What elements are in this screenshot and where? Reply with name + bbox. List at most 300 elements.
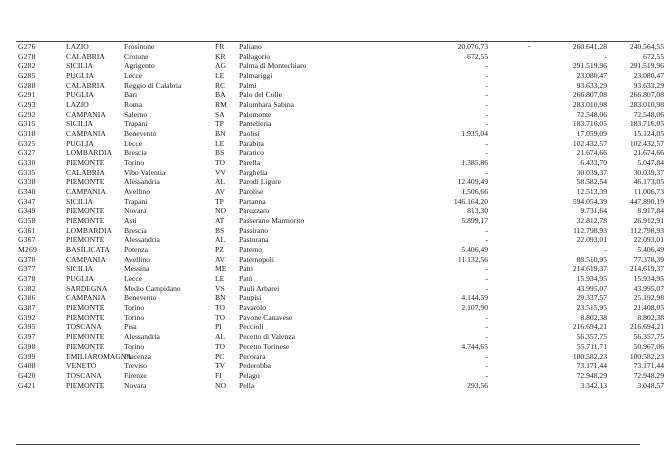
row-comune: Pelago xyxy=(239,370,260,380)
row-value-3: 672,55 xyxy=(643,51,664,61)
table-row xyxy=(16,61,664,71)
row-province: Torino xyxy=(124,341,145,351)
row-value-3: 112.798,93 xyxy=(630,225,664,235)
row-value-1: - xyxy=(485,361,488,371)
row-value-2: - xyxy=(604,245,607,255)
row-value-2: 29.337,57 xyxy=(576,293,607,303)
row-comune: Patti xyxy=(239,264,253,274)
row-comune: Pecetto Torinese xyxy=(239,341,290,351)
row-sigla: AV xyxy=(215,187,225,197)
row-code: G392 xyxy=(18,312,36,322)
row-province: Avellino xyxy=(124,254,151,264)
bottom-rule xyxy=(16,444,640,445)
row-value-3: 240.564,55 xyxy=(629,42,664,51)
row-value-1: - xyxy=(485,322,488,332)
row-value-1: - xyxy=(485,61,488,71)
row-code: G315 xyxy=(18,119,36,129)
row-sigla: AL xyxy=(215,177,226,187)
row-region: SICILIA xyxy=(66,264,93,274)
row-region: SICILIA xyxy=(66,196,93,206)
row-code: G408 xyxy=(18,361,36,371)
row-sigla: TO xyxy=(215,312,225,322)
row-province: Brescia xyxy=(124,225,147,235)
row-value-2: 43.995,07 xyxy=(576,283,607,293)
row-value-1: - xyxy=(485,109,488,119)
row-sigla: RC xyxy=(215,80,226,90)
row-comune: Partanna xyxy=(239,196,266,206)
table-row xyxy=(16,109,664,120)
row-sigla: ME xyxy=(215,264,227,274)
table-row xyxy=(16,90,664,100)
row-comune: Pecetto di Valenza xyxy=(239,332,295,342)
row-province: Lecce xyxy=(124,274,143,284)
row-province: Medio Campidano xyxy=(124,283,181,293)
row-value-3: 8.802,38 xyxy=(637,312,664,322)
row-sigla: VS xyxy=(215,283,225,293)
table-row xyxy=(16,322,664,332)
row-province: Torino xyxy=(124,312,145,322)
row-value-1: 2.107,90 xyxy=(461,303,488,313)
row-sigla: SA xyxy=(215,109,225,119)
table-row xyxy=(16,225,664,236)
row-sigla: TO xyxy=(215,341,225,351)
row-region: PIEMONTE xyxy=(66,177,105,187)
table-row xyxy=(16,351,664,362)
row-province: Potenza xyxy=(124,245,149,255)
row-province: Trapani xyxy=(124,119,148,129)
table-row xyxy=(16,42,664,52)
row-sigla: VV xyxy=(215,167,226,177)
row-value-3: 11.006,73 xyxy=(633,187,664,197)
row-comune: Pantelleria xyxy=(239,119,272,129)
row-value-3: 22.093,01 xyxy=(633,235,664,245)
row-value-1: - xyxy=(485,274,488,284)
row-region: CAMPANIA xyxy=(66,293,106,303)
row-sigla: PC xyxy=(215,351,225,361)
row-province: Torino xyxy=(124,158,145,168)
row-region: PIEMONTE xyxy=(66,312,105,322)
row-province: Novara xyxy=(124,380,147,390)
table-row xyxy=(16,187,664,197)
row-value-3: 50.967,06 xyxy=(633,341,664,351)
row-value-2: 93.633,29 xyxy=(576,80,607,90)
row-comune: Pecorara xyxy=(239,351,266,361)
row-sigla: PI xyxy=(215,322,222,332)
row-value-1: - xyxy=(485,332,488,342)
row-region: CAMPANIA xyxy=(66,187,106,197)
row-region: PIEMONTE xyxy=(66,341,105,351)
row-value-1: - xyxy=(485,80,488,90)
row-value-2: 6.433,70 xyxy=(580,158,607,168)
row-sigla: TV xyxy=(215,361,226,371)
row-code: G398 xyxy=(18,341,36,351)
table-row xyxy=(16,332,664,342)
row-value-1: - xyxy=(485,235,488,245)
row-comune: Pauli Arbarei xyxy=(239,283,280,293)
row-value-2: 72.548,06 xyxy=(576,109,607,119)
row-value-3: 183.716,05 xyxy=(629,119,664,129)
row-value-3: 266.807,08 xyxy=(629,90,664,100)
row-value-1: 1.935,04 xyxy=(461,129,488,139)
row-code: G340 xyxy=(18,187,36,197)
row-sigla: TO xyxy=(215,303,225,313)
table-row xyxy=(16,361,664,371)
row-region: PIEMONTE xyxy=(66,332,105,342)
row-value-1: - xyxy=(485,138,488,148)
table-row xyxy=(16,283,664,294)
row-province: Pisa xyxy=(124,322,137,332)
row-sigla: TO xyxy=(215,158,225,168)
row-value-2: 112.798,93 xyxy=(573,225,607,235)
row-comune: Passerano Marmorito xyxy=(239,216,305,226)
table-row xyxy=(16,119,664,129)
row-sigla: FR xyxy=(215,42,225,51)
row-region: LOMBARDIA xyxy=(66,225,112,235)
row-province: Benevento xyxy=(124,293,157,303)
row-value-3: 43.995,07 xyxy=(633,283,664,293)
row-code: G282 xyxy=(18,61,36,71)
row-sigla: BS xyxy=(215,225,225,235)
row-region: PIEMONTE xyxy=(66,216,105,226)
table-row xyxy=(16,293,664,303)
row-value-3: 291.519,96 xyxy=(629,61,664,71)
row-comune: Pallagorio xyxy=(239,51,271,61)
row-region: VENETO xyxy=(66,361,97,371)
row-value-1: - xyxy=(485,119,488,129)
row-value-3: 15.934,95 xyxy=(633,274,664,284)
row-value-3: 46.173,05 xyxy=(633,177,664,187)
row-province: Bari xyxy=(124,90,138,100)
row-code: G327 xyxy=(18,148,36,158)
row-sigla: AV xyxy=(215,254,225,264)
row-value-1: - xyxy=(485,264,488,274)
row-code: G387 xyxy=(18,303,36,313)
row-value-2: 183.716,05 xyxy=(572,119,607,129)
row-region: SICILIA xyxy=(66,119,93,129)
row-sigla: NO xyxy=(215,380,226,390)
row-value-3: 26.912,91 xyxy=(633,216,664,226)
row-province: Avellino xyxy=(124,187,151,197)
row-value-3: 3.048,57 xyxy=(637,380,664,390)
row-comune: Palombara Sabina xyxy=(239,100,295,110)
row-code: G291 xyxy=(18,90,36,100)
row-value-1: 4.744,65 xyxy=(461,341,488,351)
row-value-1: - xyxy=(485,71,488,81)
row-value-1: - xyxy=(485,225,488,235)
row-value-2: 55.711,71 xyxy=(576,341,607,351)
row-value-2: 73.171,44 xyxy=(576,361,607,371)
row-region: PIEMONTE xyxy=(66,303,105,313)
row-province: Asti xyxy=(124,216,137,226)
table-row xyxy=(16,138,664,149)
table-row xyxy=(16,129,664,139)
row-comune: Pavone Canavese xyxy=(239,312,293,322)
row-value-2: 21.674,66 xyxy=(576,148,607,158)
row-value-3: 72.948,29 xyxy=(633,370,664,380)
row-value-3: 23.080,47 xyxy=(633,71,664,81)
row-value-1: 672,55 xyxy=(467,51,488,61)
row-value-3: 21.674,66 xyxy=(633,148,664,158)
row-sigla: AG xyxy=(215,61,226,71)
row-value-2: 102.432,57 xyxy=(572,138,607,148)
table-row xyxy=(16,245,664,255)
row-region: PUGLIA xyxy=(66,274,94,284)
row-code: G386 xyxy=(18,293,36,303)
row-sigla: RM xyxy=(215,100,227,110)
row-sigla: AL xyxy=(215,235,226,245)
row-region: LOMBARDIA xyxy=(66,148,112,158)
row-value-2: 214.619,37 xyxy=(572,264,607,274)
row-region: CAMPANIA xyxy=(66,129,106,139)
row-region: CALABRIA xyxy=(66,167,105,177)
row-region: PIEMONTE xyxy=(66,380,105,390)
row-code: G397 xyxy=(18,332,36,342)
row-value-2: 12.513,39 xyxy=(576,187,607,197)
table-row xyxy=(16,148,664,158)
row-value-3: 93.633,29 xyxy=(633,80,664,90)
row-value-2: 8.802,38 xyxy=(580,312,607,322)
row-region: TOSCANA xyxy=(66,370,102,380)
row-province: Lecce xyxy=(124,71,143,81)
table-row xyxy=(16,216,664,226)
table-row xyxy=(16,80,664,91)
row-value-3: 216.694,21 xyxy=(629,322,664,332)
table-row xyxy=(16,264,664,274)
row-value-1: 20.076,73 xyxy=(457,42,488,51)
row-region: EMILIAROMAGNA xyxy=(66,351,132,361)
row-value-1: 11.132,56 xyxy=(457,254,488,264)
row-value-1: - xyxy=(485,167,488,177)
table-row xyxy=(16,312,664,323)
row-province: Brescia xyxy=(124,148,147,158)
row-value-1: 293,56 xyxy=(467,380,488,390)
row-region: PUGLIA xyxy=(66,138,94,148)
row-province: Treviso xyxy=(124,361,147,371)
row-region: CAMPANIA xyxy=(66,109,106,119)
row-code: G399 xyxy=(18,351,36,361)
row-value-3: 5.047,84 xyxy=(637,158,664,168)
row-value-3: 8.917,84 xyxy=(637,206,664,216)
row-region: CALABRIA xyxy=(66,51,105,61)
row-comune: Paupisi xyxy=(239,293,262,303)
row-value-3: 25.192,98 xyxy=(633,293,664,303)
row-value-2: 216.694,21 xyxy=(572,322,607,332)
row-value-1: 1.506,66 xyxy=(461,187,488,197)
table-row xyxy=(16,303,664,313)
row-value-2: 30.039,37 xyxy=(576,167,607,177)
table-row xyxy=(16,100,664,110)
row-comune: Pasturana xyxy=(239,235,269,245)
row-code: G367 xyxy=(18,235,36,245)
row-value-1: 5.406,49 xyxy=(461,245,488,255)
row-value-2: 3.342,13 xyxy=(580,380,607,390)
row-code: G377 xyxy=(18,264,36,274)
row-code: G330 xyxy=(18,158,36,168)
table-row xyxy=(16,341,664,352)
row-value-2: 58.582,54 xyxy=(576,177,607,187)
row-value-2: 23.080,47 xyxy=(576,71,607,81)
row-value-1: 813,30 xyxy=(467,206,488,216)
row-value-1: 4.144,59 xyxy=(461,293,488,303)
row-value-3: 56.357,75 xyxy=(633,332,664,342)
row-comune: Patù xyxy=(239,274,253,284)
row-sigla: LE xyxy=(215,138,225,148)
row-comune: Palmi xyxy=(239,80,257,90)
row-comune: Palomonte xyxy=(239,109,272,119)
row-value-2: 283.010,98 xyxy=(572,100,607,110)
row-comune: Parodi Ligure xyxy=(239,177,281,187)
row-comune: Passirano xyxy=(239,225,269,235)
table-row xyxy=(16,254,664,265)
row-province: Novara xyxy=(124,206,147,216)
row-value-2: 56.357,75 xyxy=(576,332,607,342)
row-region: PIEMONTE xyxy=(66,158,105,168)
row-sigla: LE xyxy=(215,71,225,81)
row-region: PIEMONTE xyxy=(66,206,105,216)
row-value-1: - xyxy=(485,312,488,322)
table-row xyxy=(16,370,664,381)
row-value-2: - xyxy=(604,51,607,61)
row-code: G325 xyxy=(18,138,36,148)
row-province: Salerno xyxy=(124,109,148,119)
row-value-2: 23.515,95 xyxy=(576,303,607,313)
row-code: G378 xyxy=(18,274,36,284)
row-comune: Paratico xyxy=(239,148,264,158)
row-code: M269 xyxy=(18,245,37,255)
row-province: Trapani xyxy=(124,196,148,206)
row-province: Piacenza xyxy=(124,351,151,361)
row-comune: Paruzzaro xyxy=(239,206,270,216)
row-value-3: 102.432,57 xyxy=(629,138,664,148)
row-value-3: 72.548,06 xyxy=(633,109,664,119)
row-code: G278 xyxy=(18,51,36,61)
row-comune: Paolisi xyxy=(239,129,260,139)
table-row xyxy=(16,380,664,391)
row-value-2: 88.510,95 xyxy=(576,254,607,264)
row-value-1: - xyxy=(485,148,488,158)
row-province: Alessandria xyxy=(124,235,160,245)
row-region: PUGLIA xyxy=(66,71,94,81)
row-value-1: - xyxy=(485,90,488,100)
row-code: G358 xyxy=(18,216,36,226)
row-sigla: BA xyxy=(215,90,226,100)
row-region: PIEMONTE xyxy=(66,235,105,245)
row-region: CAMPANIA xyxy=(66,254,106,264)
row-comune: Pella xyxy=(239,380,255,390)
row-comune: Pederobba xyxy=(239,361,272,371)
row-province: Alessandria xyxy=(124,177,160,187)
row-code: G361 xyxy=(18,225,36,235)
row-code: G335 xyxy=(18,167,36,177)
row-province: Agrigento xyxy=(124,61,155,71)
row-value-2: 100.582,23 xyxy=(572,351,607,361)
table-row xyxy=(16,71,664,81)
row-value-2: 266.807,08 xyxy=(572,90,607,100)
row-value-1: - xyxy=(485,351,488,361)
row-comune: Palo del Colle xyxy=(239,90,283,100)
row-value-1: - xyxy=(485,370,488,380)
row-comune: Paterno xyxy=(239,245,263,255)
row-sigla: AL xyxy=(215,332,226,342)
row-comune: Paternopoli xyxy=(239,254,275,264)
table-row xyxy=(16,196,664,207)
row-code: G318 xyxy=(18,129,36,139)
row-province: Roma xyxy=(124,100,143,110)
row-value-2: 22.093,01 xyxy=(576,235,607,245)
table-row xyxy=(16,177,664,187)
row-comune: Pavarolo xyxy=(239,303,266,313)
row-value-2: 72.948,29 xyxy=(576,370,607,380)
row-value-3: 30.039,37 xyxy=(633,167,664,177)
row-province: Torino xyxy=(124,303,145,313)
row-province: Frosinone xyxy=(124,42,155,51)
row-sigla: BN xyxy=(215,293,226,303)
row-code: G370 xyxy=(18,254,36,264)
row-region: PUGLIA xyxy=(66,90,94,100)
row-province: Firenze xyxy=(124,370,147,380)
row-code: G382 xyxy=(18,283,36,293)
row-sigla: PZ xyxy=(215,245,224,255)
row-value-2: 291.519,96 xyxy=(572,61,607,71)
row-code: G420 xyxy=(18,370,36,380)
row-sigla: BS xyxy=(215,148,225,158)
row-value-2: 32.812,78 xyxy=(576,216,607,226)
row-value-1: - xyxy=(485,100,488,110)
row-code: G288 xyxy=(18,80,36,90)
row-region: CALABRIA xyxy=(66,80,105,90)
row-comune: Parghelia xyxy=(239,167,268,177)
row-province: Benevento xyxy=(124,129,157,139)
row-code: G276 xyxy=(18,42,36,51)
row-value-1: - xyxy=(485,283,488,293)
row-value-1: 12.409,49 xyxy=(457,177,488,187)
row-value-1: 146.164,20 xyxy=(453,196,488,206)
row-value-2: 260.641,28 xyxy=(572,42,607,51)
row-region: BASILICATA xyxy=(66,245,110,255)
row-code: G293 xyxy=(18,100,36,110)
table-row xyxy=(16,158,664,168)
row-comune: Parolise xyxy=(239,187,264,197)
row-comune: Palma di Montechiaro xyxy=(239,61,307,71)
row-value-1: 1.385,86 xyxy=(461,158,488,168)
row-sigla: LE xyxy=(215,274,225,284)
row-value-3: 21.408,05 xyxy=(633,303,664,313)
row-sigla: BN xyxy=(215,129,226,139)
row-value-3: 77.378,39 xyxy=(633,254,664,264)
municipality-table xyxy=(16,42,664,390)
row-province: Vibo Valentia xyxy=(124,167,166,177)
row-value-3: 214.619,37 xyxy=(629,264,664,274)
row-code: G292 xyxy=(18,109,36,119)
row-value-3: 100.582,23 xyxy=(629,351,664,361)
row-code: G349 xyxy=(18,206,36,216)
table-row xyxy=(16,206,664,216)
row-value-2: 17.059,09 xyxy=(576,129,607,139)
row-region: LAZIO xyxy=(66,100,89,110)
row-sigla: TP xyxy=(215,196,224,206)
row-code: G285 xyxy=(18,71,36,81)
row-value-3: 15.124,05 xyxy=(633,129,664,139)
row-sigla: TP xyxy=(215,119,224,129)
row-value-3: 73.171,44 xyxy=(633,361,664,371)
table-row xyxy=(16,274,664,284)
table-row xyxy=(16,167,664,178)
row-comune: Paliano xyxy=(239,42,262,51)
row-province: Alessandria xyxy=(124,332,160,342)
row-code: G421 xyxy=(18,380,36,390)
row-region: TOSCANA xyxy=(66,322,102,332)
row-comune: Peccioli xyxy=(239,322,264,332)
